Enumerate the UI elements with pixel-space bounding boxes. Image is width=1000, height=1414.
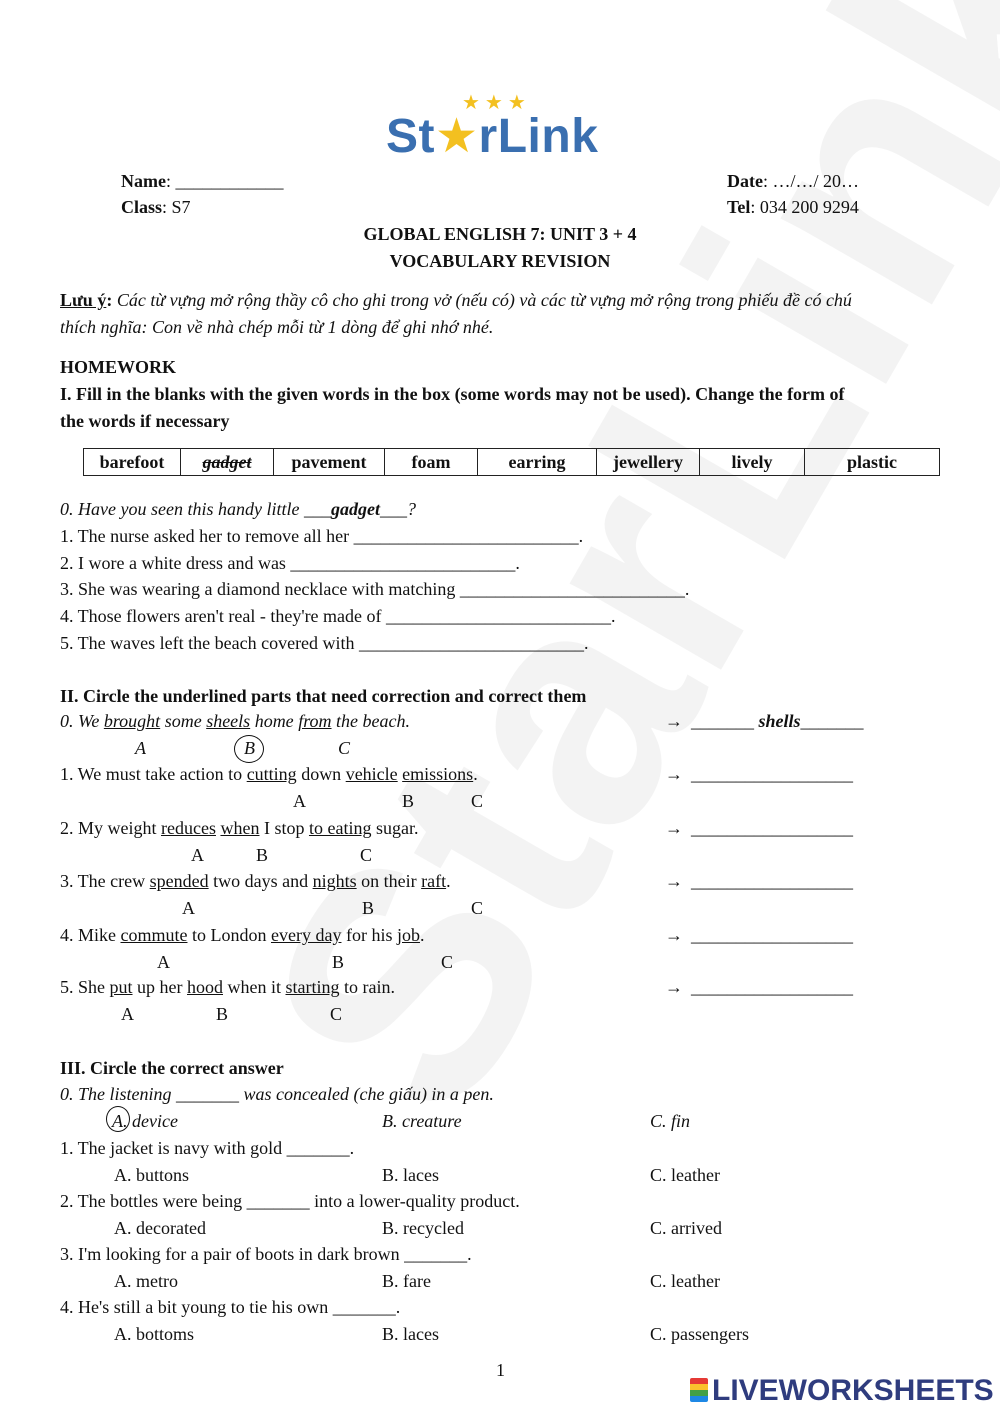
section2-item-5: 5. She put up her hood when it starting to rain.: [60, 977, 395, 997]
section1-question-3: 3. She was wearing a diamond necklace with matching _________________________.: [60, 579, 690, 599]
word-gadget: gadget: [181, 449, 274, 476]
page-number: 1: [496, 1360, 505, 1380]
section3-example-option-c: C. fin: [650, 1111, 691, 1131]
section3-heading: III. Circle the correct answer: [60, 1058, 284, 1078]
letter-b: B: [332, 952, 345, 972]
arrow-icon: →: [665, 711, 683, 731]
option-b[interactable]: B. laces: [382, 1165, 439, 1185]
section1-question-5: 5. The waves left the beach covered with _________________________.: [60, 633, 589, 653]
letter-a: A: [182, 898, 195, 918]
letter-c: C: [471, 898, 484, 918]
section3-question-3: 3. I'm looking for a pair of boots in dark brown _______.: [60, 1244, 472, 1264]
title-line-2: VOCABULARY REVISION: [389, 251, 611, 271]
letter-b: B: [216, 1004, 229, 1024]
letter-c: C: [441, 952, 454, 972]
note-line-2: thích nghĩa: Con về nhà chép mỗi từ 1 dòng để ghi nhớ nhé.: [60, 317, 494, 337]
section2-item-2: 2. My weight reduces when I stop to eating sugar.: [60, 818, 419, 838]
arrow-icon: →: [665, 871, 683, 891]
section2-item-4: 4. Mike commute to London every day for his job.: [60, 925, 425, 945]
class-field: Class: S7: [121, 197, 191, 217]
section1-question-1: 1. The nurse asked her to remove all her _________________________.: [60, 526, 584, 546]
letter-c: C: [338, 738, 351, 758]
letter-c: C: [330, 1004, 343, 1024]
answer-blank[interactable]: __________________: [691, 871, 853, 891]
liveworksheets-logo: LIVEWORKSHEETS: [690, 1374, 994, 1408]
section1-question-4: 4. Those flowers aren't real - they're made of _________________________.: [60, 606, 616, 626]
arrow-icon: →: [665, 977, 683, 997]
option-a[interactable]: A. decorated: [114, 1218, 206, 1238]
option-c[interactable]: C. arrived: [650, 1218, 722, 1238]
homework-heading: HOMEWORK: [60, 357, 176, 377]
date-field: Date: …/…/ 20…: [727, 171, 859, 191]
logo-text-end: rLink: [478, 110, 599, 163]
section3-question-2: 2. The bottles were being _______ into a lower-quality product.: [60, 1191, 520, 1211]
letter-c: C: [360, 845, 373, 865]
option-a[interactable]: A. bottoms: [114, 1324, 195, 1344]
section2-example-answer: _______ shells_______: [691, 711, 864, 731]
arrow-icon: →: [665, 925, 683, 945]
letter-a: A: [157, 952, 170, 972]
letter-c: C: [471, 791, 484, 811]
option-b[interactable]: B. recycled: [382, 1218, 464, 1238]
section2-heading: II. Circle the underlined parts that need correction and correct them: [60, 686, 587, 706]
option-b[interactable]: B. fare: [382, 1271, 431, 1291]
title-line-1: GLOBAL ENGLISH 7: UNIT 3 + 4: [363, 224, 637, 244]
section3-example-option-a: A. device: [112, 1111, 178, 1131]
name-field: Name: ____________: [121, 171, 284, 191]
starlink-logo: [386, 108, 598, 164]
word-box: [83, 448, 940, 476]
section2-item-1: 1. We must take action to cutting down vehicle emissions.: [60, 764, 478, 784]
section3-question-4: 4. He's still a bit young to tie his own _______.: [60, 1297, 401, 1317]
section3-example-question: 0. The listening _______ was concealed (che giấu) in a pen.: [60, 1084, 494, 1104]
word-lively: lively: [700, 449, 805, 476]
answer-blank[interactable]: __________________: [691, 977, 853, 997]
arrow-icon: →: [665, 764, 683, 784]
section3-question-1: 1. The jacket is navy with gold _______.: [60, 1138, 355, 1158]
word-earring: earring: [478, 449, 597, 476]
word-barefoot: barefoot: [84, 449, 181, 476]
word-pavement: pavement: [274, 449, 385, 476]
tel-field: Tel: 034 200 9294: [727, 197, 859, 217]
section1-question-2: 2. I wore a white dress and was _________________________.: [60, 553, 520, 573]
letter-a: A: [191, 845, 204, 865]
option-b[interactable]: B. laces: [382, 1324, 439, 1344]
word-jewellery: jewellery: [597, 449, 700, 476]
section2-example: 0. We brought some sheels home from the beach.: [60, 711, 410, 731]
option-a[interactable]: A. buttons: [114, 1165, 190, 1185]
word-plastic: plastic: [805, 449, 940, 476]
section1-heading-2: the words if necessary: [60, 411, 230, 431]
word-foam: foam: [385, 449, 478, 476]
arrow-icon: →: [665, 818, 683, 838]
liveworksheets-icon: [690, 1378, 708, 1402]
star-icon: ★: [435, 110, 479, 163]
logo-stars: ★ ★ ★: [462, 92, 526, 114]
option-c[interactable]: C. passengers: [650, 1324, 749, 1344]
section1-example: 0. Have you seen this handy little ___gadget___?: [60, 499, 416, 519]
letter-b: B: [256, 845, 269, 865]
section2-item-3: 3. The crew spended two days and nights on their raft.: [60, 871, 451, 891]
letter-a: A: [121, 1004, 134, 1024]
answer-blank[interactable]: __________________: [691, 925, 853, 945]
option-c[interactable]: C. leather: [650, 1165, 720, 1185]
letter-b: B: [244, 738, 255, 758]
option-a[interactable]: A. metro: [114, 1271, 178, 1291]
answer-blank[interactable]: __________________: [691, 818, 853, 838]
note-line-1: Lưu ý: Các từ vựng mở rộng thầy cô cho ghi trong vở (nếu có) và các từ vựng mở rộng trong phiếu đề có chú: [60, 290, 852, 310]
letter-b: B: [402, 791, 415, 811]
letter-a: A: [293, 791, 306, 811]
section1-heading-1: I. Fill in the blanks with the given words in the box (some words may not be used). Change the form of: [60, 384, 845, 404]
answer-blank[interactable]: __________________: [691, 764, 853, 784]
section3-example-option-b: B. creature: [382, 1111, 462, 1131]
option-c[interactable]: C. leather: [650, 1271, 720, 1291]
letter-b: B: [362, 898, 375, 918]
logo-text-start: St: [386, 110, 435, 163]
letter-a: A: [135, 738, 146, 758]
